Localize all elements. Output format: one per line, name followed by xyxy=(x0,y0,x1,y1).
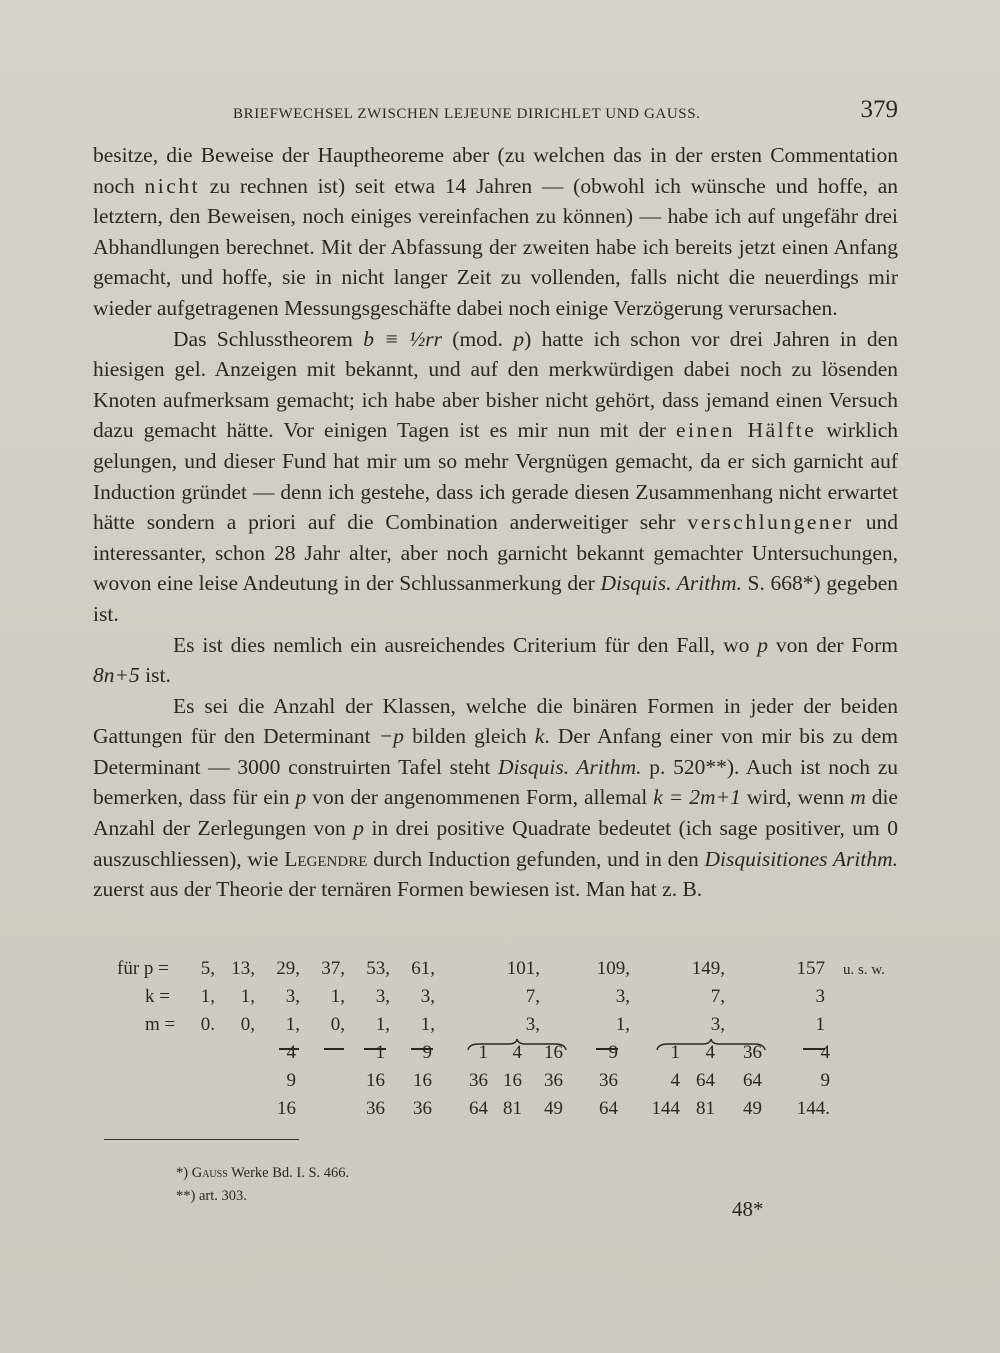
sq29-0: 4 xyxy=(286,1042,296,1063)
running-header xyxy=(233,96,898,132)
cell-m-5: 1, xyxy=(420,1014,435,1035)
sq53-0: 1 xyxy=(375,1042,385,1063)
sq149-0-1: 4 xyxy=(670,1070,680,1091)
label-p: für p = xyxy=(117,958,169,979)
sq149-1-2: 81 xyxy=(696,1098,715,1119)
formula-schlusstheorem: b ≡ ½rr xyxy=(363,326,442,351)
sq157-1: 9 xyxy=(820,1070,830,1091)
sq101-1-2: 81 xyxy=(503,1098,522,1119)
sq53-1: 16 xyxy=(366,1070,385,1091)
sq149-1-1: 64 xyxy=(696,1070,715,1091)
paragraph-2: Das Schlusstheorem b ≡ ½rr (mod. p) hatte ich schon vor drei Jahren in den hiesigen gel. Anzeigen mit bekannt, und auf den merkwürdigen dabei noch zu lösenden Knoten aufmerksam gemacht; ich habe aber bisher nicht gehört, dass jemand einen Versuch dazu gemacht hätte. Vor einigen Tagen ist es mir nun mit der einen Hälfte wirklich gelungen, und dieser Fund hat mir um so mehr Vergnügen gemacht, da er sich garnicht auf Induction gründet — denn ich gestehe, dass ich gerade diesen Zusammenhang nicht erwartet hätte sondern a priori auf die Combination anderweitiger sehr verschlungener und interessanter, schon 28 Jahr alter, aber noch garnicht bekannt gemachter Untersuchungen, wovon eine leise Andeutung in der Schlussanmerkung der Disquis. Arithm. S. 668*) gegeben ist. xyxy=(93,326,899,626)
table-etc: u. s. w. xyxy=(843,962,885,978)
sq101-0-2: 64 xyxy=(469,1098,488,1119)
sq101-2-1: 36 xyxy=(544,1070,563,1091)
sq149-1-0: 4 xyxy=(705,1042,715,1063)
footnote-1: *) Gauss Werke Bd. I. S. 466. xyxy=(176,1165,350,1181)
cell-k-9: 3 xyxy=(815,986,825,1007)
sq101-1-1: 16 xyxy=(503,1070,522,1091)
sq109-1: 36 xyxy=(599,1070,618,1091)
sq29-2: 16 xyxy=(277,1098,296,1119)
footnote-rule xyxy=(104,1139,299,1140)
sq149-2-1: 64 xyxy=(743,1070,762,1091)
running-title: BRIEFWECHSEL ZWISCHEN LEJEUNE DIRICHLET UND GAUSS. xyxy=(233,106,701,122)
sq157-0: 4 xyxy=(820,1042,830,1063)
cell-p-9: 157 xyxy=(796,958,825,979)
cell-k-8: 7, xyxy=(710,986,725,1007)
sq101-0-1: 36 xyxy=(469,1070,488,1091)
cell-p-2: 29, xyxy=(276,958,300,979)
cell-p-5: 61, xyxy=(411,958,435,979)
cell-m-0: 0. xyxy=(200,1014,215,1035)
sq101-2-2: 49 xyxy=(544,1098,563,1119)
sq109-2: 64 xyxy=(599,1098,618,1119)
label-m: m = xyxy=(145,1014,176,1035)
label-k: k = xyxy=(145,986,170,1007)
cell-m-1: 0, xyxy=(240,1014,255,1035)
sq101-2-0: 16 xyxy=(544,1042,563,1063)
cell-m-9: 1 xyxy=(815,1014,825,1035)
cell-p-1: 13, xyxy=(231,958,255,979)
footnotes xyxy=(176,1162,349,1208)
name-legendre: Legendre xyxy=(284,846,368,871)
decomposition-table xyxy=(100,958,885,1128)
sq61-1: 16 xyxy=(413,1070,432,1091)
cell-k-5: 3, xyxy=(420,986,435,1007)
sq101-1-0: 4 xyxy=(512,1042,522,1063)
cell-k-3: 1, xyxy=(330,986,345,1007)
page-number: 379 xyxy=(860,96,898,123)
cell-m-6: 3, xyxy=(525,1014,540,1035)
cell-m-2: 1, xyxy=(285,1014,300,1035)
sq149-0-2: 144 xyxy=(651,1098,680,1119)
cell-k-4: 3, xyxy=(375,986,390,1007)
paragraph-4: Es sei die Anzahl der Klassen, welche die binären Formen in jeder der beiden Gattungen für den Determinant −p bilden gleich k. Der Anfang einer von mir bis zu dem Determinant — 3000 construirten Tafel steht Disquis. Arithm. p. 520**). Auch ist noch zu bemerken, dass für ein p von der angenommenen Form, allemal k = 2m+1 wird, wenn m die Anzahl der Zerlegungen von p in drei positive Quadrate bedeutet (ich sage positiver, um 0 auszuschliessen), wie Legendre durch Induction gefunden, und in den Disquisitiones Arithm. zuerst aus der Theorie der ternären Formen bewiesen ist. Man hat z. B. xyxy=(93,693,899,902)
cell-m-7: 1, xyxy=(615,1014,630,1035)
cell-k-7: 3, xyxy=(615,986,630,1007)
cell-m-3: 0, xyxy=(330,1014,345,1035)
sq149-2-2: 49 xyxy=(743,1098,762,1119)
sq101-0-0: 1 xyxy=(478,1042,488,1063)
cell-k-2: 3, xyxy=(285,986,300,1007)
cell-p-0: 5, xyxy=(200,958,215,979)
sq149-2-0: 36 xyxy=(743,1042,762,1063)
main-text xyxy=(93,140,898,905)
cell-k-0: 1, xyxy=(200,986,215,1007)
sq149-0-0: 1 xyxy=(670,1042,680,1063)
sq29-1: 9 xyxy=(286,1070,296,1091)
signature-mark: 48* xyxy=(732,1197,764,1221)
paragraph-1: besitze, die Beweise der Hauptheoreme aber (zu welchen das in der ersten Commentation noch nicht zu rechnen ist) seit etwa 14 Jahren — (obwohl ich wünsche und hoffe, an letztern, den Beweisen, noch einiges vereinfachen zu können) — habe ich auf ungefähr drei Abhandlungen berechnet. Mit der Abfassung der zweiten habe ich bereits jetzt einen Anfang gemacht, und hoffe, sie in nicht langer Zeit zu vollenden, falls nicht die neuerdings mir wieder aufgetragenen Messungsgeschäfte dabei noch einige Verzögerung verursachen. xyxy=(93,143,898,320)
paragraph-3: Es ist dies nemlich ein ausreichendes Criterium für den Fall, wo p von der Form 8n+5 ist. xyxy=(93,632,899,688)
cell-p-8: 149, xyxy=(691,958,725,979)
sq61-0: 9 xyxy=(422,1042,432,1063)
sq53-2: 36 xyxy=(366,1098,385,1119)
cell-m-8: 3, xyxy=(710,1014,725,1035)
sq61-2: 36 xyxy=(413,1098,432,1119)
cell-p-4: 53, xyxy=(366,958,390,979)
cell-p-7: 109, xyxy=(596,958,630,979)
cell-k-1: 1, xyxy=(240,986,255,1007)
sq157-2: 144. xyxy=(796,1098,830,1119)
sq109-0: 9 xyxy=(608,1042,618,1063)
cell-p-3: 37, xyxy=(321,958,345,979)
footnote-2: **) art. 303. xyxy=(176,1188,247,1204)
cell-m-4: 1, xyxy=(375,1014,390,1035)
cell-k-6: 7, xyxy=(525,986,540,1007)
cell-p-6: 101, xyxy=(506,958,540,979)
